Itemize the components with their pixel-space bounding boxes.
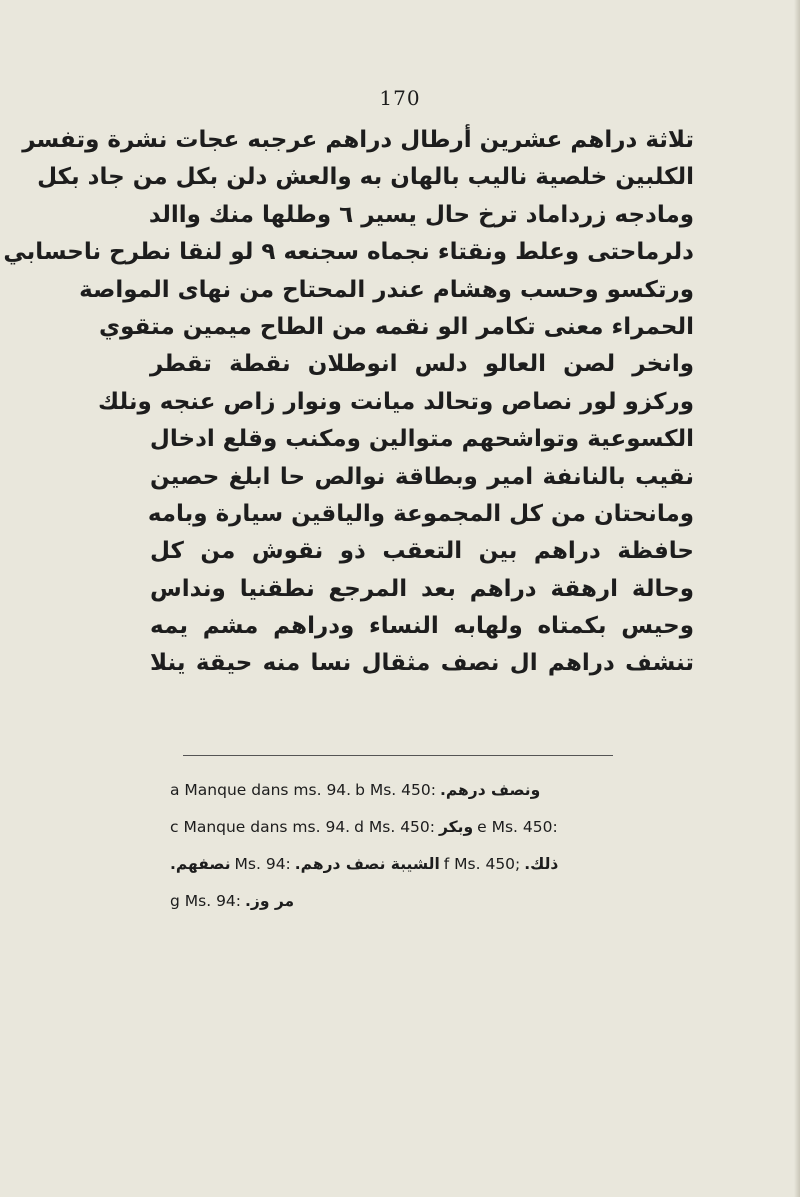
text-line: وحيس بكمتاه ولهابه النساء ودراهم مشم يمه — [150, 613, 694, 640]
text-line: الحمراء معنى تكامر الو نقمه من الطاح ميمين متقوي — [99, 313, 694, 340]
footnote-reference: g Ms. 94: — [170, 892, 242, 910]
footnote-reference: f Ms. 450; — [443, 855, 521, 873]
footnote-reference: b Ms. 450: — [355, 781, 436, 799]
text-line: ومانحتان من كل المجموعة والياقين سيارة وبامه — [147, 500, 694, 527]
footnote-reference: e Ms. 450: — [477, 818, 558, 836]
arabic-body-text — [3, 122, 694, 683]
page-number: 170 — [379, 86, 421, 110]
footnotes — [170, 772, 640, 920]
footnote-divider — [183, 755, 613, 756]
text-line: ومادجه زرداماد ترخ حال يسير ٦ وطلها منك واالد — [148, 201, 694, 228]
footnote-line — [170, 883, 640, 920]
footnote-reference: d Ms. 450: — [354, 818, 436, 836]
text-line: ورتكسو وحسب وهشام عندر المحتاح من نهاى المواصة — [79, 276, 694, 303]
text-line: تلاثة دراهم عشرين أرطال دراهم عرجبه عجات نشرة وتفسر — [22, 127, 694, 153]
text-line: دلرماحتى وعلط ونقتاء نجماه سجنعه ۹ لو لنقا نطرح ناحسابي — [3, 239, 694, 266]
footnote-reference: Ms. 94: — [234, 855, 291, 873]
text-line: وانخر لصن العالو دلس انوطلان نقطة تقطر — [150, 351, 694, 378]
text-line: وركزو لور نصاص وتحالد ميانت ونوار زاص عنجه ونلك — [98, 388, 694, 415]
footnote-arabic-text: نصفهم. — [170, 855, 231, 873]
page-edge — [794, 0, 800, 1197]
footnote-arabic-text: ذلك. — [524, 855, 559, 873]
text-line: وحالة ارهقة دراهم بعد المرجع نطقنيا ونداس — [150, 575, 694, 602]
text-line: تنشف دراهم ال نصف مثقال نسا منه حيقة ينلا — [150, 650, 694, 677]
footnote-reference: a Manque dans ms. 94. — [170, 781, 352, 799]
text-line: الكسوعية وتواشحهم متوالين ومكنب وقلع ادخال — [149, 426, 694, 453]
footnote-line — [170, 809, 640, 846]
footnote-arabic-text: ونصف درهم. — [439, 781, 541, 799]
footnote-line — [170, 772, 640, 809]
footnote-arabic-text: مر وز. — [245, 892, 295, 910]
text-line: حافظة دراهم بين التعقب ذو نقوش من كل — [150, 538, 694, 565]
text-line: الكلبين خلصية ناليب بالهان به والعش دلن بكل من جاد بكل — [37, 164, 694, 191]
footnote-line — [170, 846, 640, 883]
footnote-reference: c Manque dans ms. 94. — [170, 818, 351, 836]
footnote-arabic-text: الشيبة نصف درهم. — [294, 855, 440, 873]
footnote-arabic-text: وبكر — [439, 818, 474, 836]
text-line: نقيب بالنانفة امير وبطاقة نوالص حا ابلغ حصين — [150, 463, 694, 490]
